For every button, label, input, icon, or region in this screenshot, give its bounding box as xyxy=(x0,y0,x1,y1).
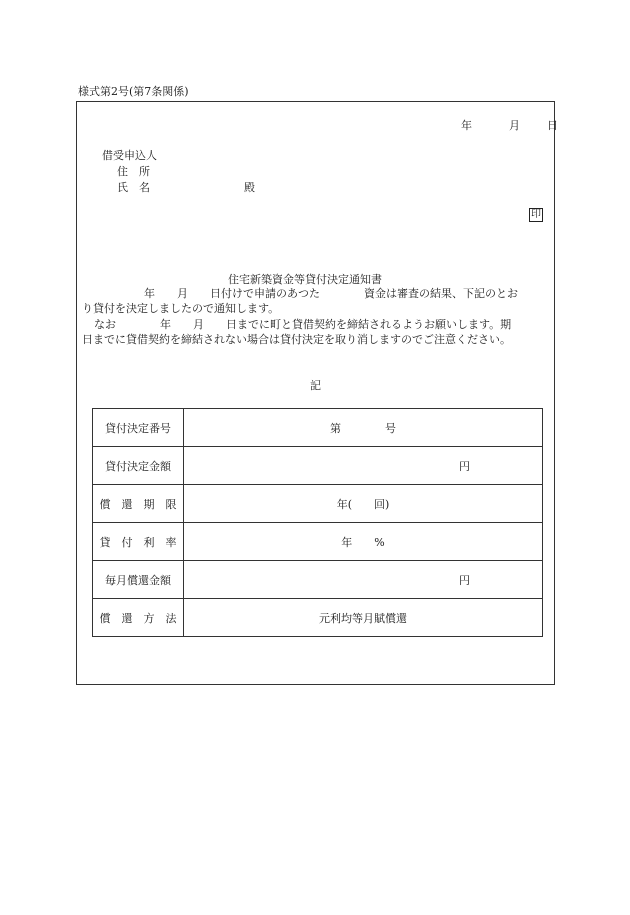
row-value: 年( 回) xyxy=(184,485,543,523)
table-row xyxy=(93,523,543,561)
row-value: 年 % xyxy=(184,523,543,561)
seal-mark: 印 xyxy=(531,209,541,220)
table-row xyxy=(93,409,543,447)
applicant-label: 借受申込人 xyxy=(102,149,157,162)
row-label: 貸 付 利 率 xyxy=(93,523,184,561)
paragraph-1-line-1: 年 月 日付けで申請のあつた 資金は審査の結果、下記のとお xyxy=(144,287,518,300)
row-label: 毎月償還金額 xyxy=(93,561,184,599)
paragraph-2-line-2: 日までに貸借契約を締結されない場合は貸付決定を取り消しますのでご注意ください。 xyxy=(82,333,511,346)
date-month: 月 xyxy=(509,119,520,132)
row-value: 円 xyxy=(459,573,470,587)
loan-details-table xyxy=(92,408,543,637)
paragraph-1-line-2: り貸付を決定しましたので通知します。 xyxy=(82,302,280,315)
row-value-cell xyxy=(184,447,543,485)
row-value: 第 号 xyxy=(184,409,543,447)
date-year: 年 xyxy=(461,119,472,132)
address-label: 住 所 xyxy=(117,165,150,178)
row-value-cell xyxy=(184,561,543,599)
date-day: 日 xyxy=(547,119,558,132)
row-label: 貸付決定金額 xyxy=(93,447,184,485)
row-value: 円 xyxy=(459,459,470,473)
name-label: 氏 名 xyxy=(117,181,150,194)
row-value: 元利均等月賦償還 xyxy=(184,599,543,637)
date-line xyxy=(461,120,558,131)
row-label: 償 還 期 限 xyxy=(93,485,184,523)
table-row xyxy=(93,599,543,637)
ki-heading: 記 xyxy=(310,379,321,392)
paragraph-2-line-1: なお 年 月 日までに町と貸借契約を締結されるようお願いします。期 xyxy=(94,318,512,331)
table-row xyxy=(93,485,543,523)
honorific: 殿 xyxy=(244,181,255,194)
row-label: 償 還 方 法 xyxy=(93,599,184,637)
document-title: 住宅新築資金等貸付決定通知書 xyxy=(228,273,382,286)
form-number: 様式第2号(第7条関係) xyxy=(78,85,189,98)
table-row xyxy=(93,447,543,485)
table-row xyxy=(93,561,543,599)
row-label: 貸付決定番号 xyxy=(93,409,184,447)
